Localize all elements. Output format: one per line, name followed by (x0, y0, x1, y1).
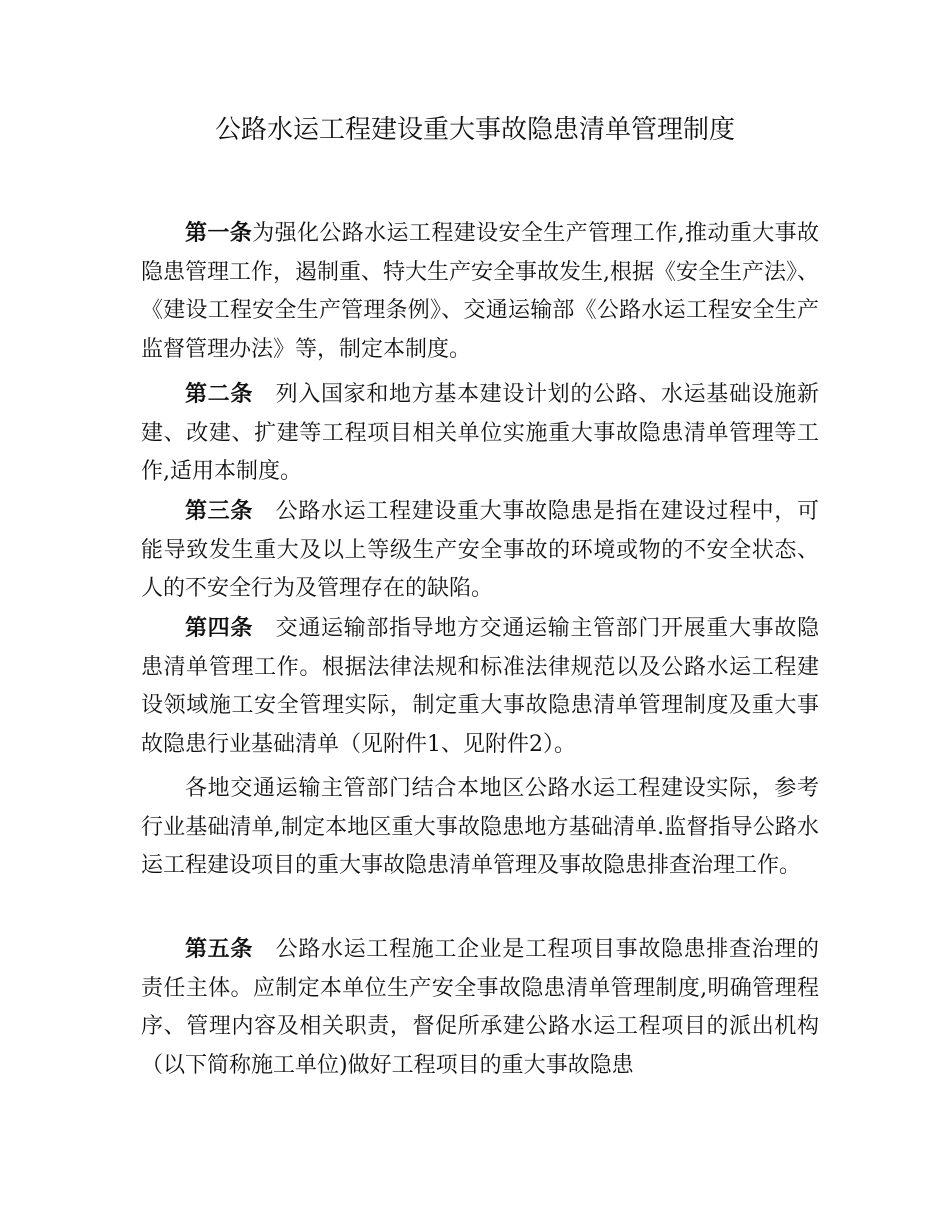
article-3-text: 公路水运工程建设重大事故隐患是指在建设过程中，可能导致发生重大及以上等级生产安全事故的环境或物的不安全状态、人的不安全行为及管理存在的缺陷。 (141, 499, 819, 601)
article-2-text: 列入国家和地方基本建设计划的公路、水运基础设施新建、改建、扩建等工程项目相关单位实施重大事故隐患清单管理等工作,适用本制度。 (141, 382, 819, 484)
article-1-text: 为强化公路水运工程建设安全生产管理工作,推动重大事故隐患管理工作，遏制重、特大生产安全事故发生,根据《安全生产法》、《建设工程安全生产管理条例》、交通运输部《公路水运工程安全生产监督管理办法》等，制定本制度。 (141, 221, 819, 362)
article-2-label: 第二条 (185, 381, 253, 407)
article-4-continuation (141, 770, 819, 886)
article-1-label: 第一条 (185, 220, 253, 246)
article-4-continuation-text: 各地交通运输主管部门结合本地区公路水运工程建设实际，参考行业基础清单,制定本地区重大事故隐患地方基础清单.监督指导公路水运工程建设项目的重大事故隐患清单管理及事故隐患排查治理工作。 (141, 776, 819, 878)
article-3-label: 第三条 (185, 498, 253, 524)
article-5-label: 第五条 (185, 936, 253, 962)
article-4-text: 交通运输部指导地方交通运输主管部门开展重大事故隐患清单管理工作。根据法律法规和标准法律规范以及公路水运工程建设领域施工安全管理实际，制定重大事故隐患清单管理制度及重大事故隐患行业基础清单（见附件1、见附件2）。 (141, 616, 819, 757)
article-5 (141, 930, 819, 1085)
article-3 (141, 492, 819, 609)
article-4 (141, 609, 819, 764)
article-1 (141, 214, 819, 369)
article-4-label: 第四条 (185, 615, 253, 641)
article-2 (141, 375, 819, 492)
article-5-text: 公路水运工程施工企业是工程项目事故隐患排查治理的责任主体。应制定本单位生产安全事故隐患清单管理制度,明确管理程序、管理内容及相关职责，督促所承建公路水运工程项目的派出机构（以下简称施工单位)做好工程项目的重大事故隐患 (141, 937, 819, 1078)
document-title: 公路水运工程建设重大事故隐患清单管理制度 (214, 115, 735, 145)
